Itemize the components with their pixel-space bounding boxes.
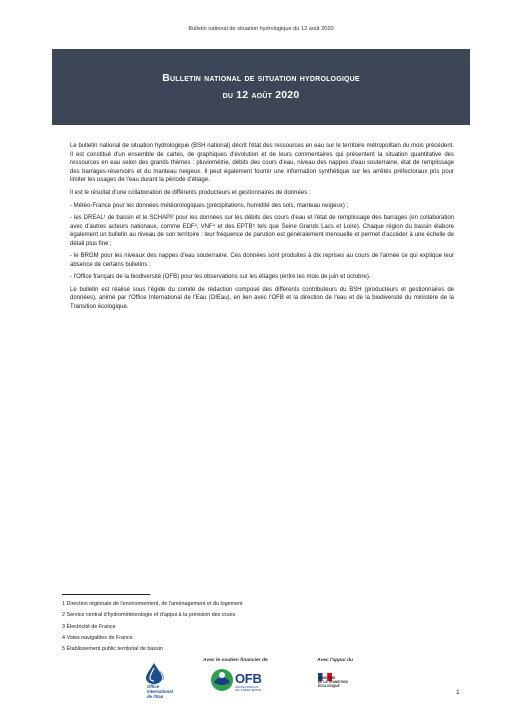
document-title: Bulletin national de situation hydrologique: [162, 72, 360, 84]
footnote-3: 3 Électricité de France: [62, 623, 116, 630]
ministere-logo: [318, 668, 358, 708]
footnote-5: 5 Établissement public territorial de bassin: [62, 646, 163, 653]
caption-appui: Avec l'appui du: [317, 658, 353, 663]
oieau-text-2: International: [147, 688, 173, 694]
ofb-wordmark: OFB: [235, 671, 262, 686]
oieau-drop-icon: [140, 661, 180, 685]
body-text: [70, 142, 454, 316]
footnotes: [62, 599, 362, 655]
running-head: Bulletin national de situation hydrologique du 12 août 2020: [188, 26, 334, 32]
ofb-emblem-icon: [210, 666, 234, 694]
footnote-2: 2 Service central d'hydrométéorologie et d'appui à la prévision des crues: [62, 612, 236, 619]
ministere-text-2: DE LA TRANSITION: [318, 679, 348, 684]
intro-paragraph: Le bulletin national de situation hydrologique (BSH national) décrit l'état des ressources en eau sur le territoire métropolitain du mois précédent. Il est constitué d'un ensemble de cartes, de graphiques d'évolution et de leurs commentaires qui présentent la situation quantitative des ressources en eau selon des grands thèmes : pluviométrie, débits des cours d'eau, niveau des nappes d'eau souterraine, état de remplissage des barrages-réservoirs et du manteau neigeux. Il peut également fournir une information synthétique sur les arrêtés préfectoraux pris pour limiter les usages de l'eau durant la période d'étiage.: [70, 143, 454, 183]
oieau-text-1: Office: [147, 684, 160, 689]
list-item-ofb: - l'Office français de la biodiversité (OFB) pour les observations sur les étiages (entre les mois de juin et octobre).: [70, 274, 371, 280]
ministere-text-3: ÉCOLOGIQUE: [318, 683, 340, 688]
list-item-meteo-france: - Météo-France pour les données météorologiques (précipitations, humidité des sols, manteau neigeux) ;: [70, 202, 349, 209]
footnote-4: 4 Voies navigables de France: [62, 634, 133, 641]
footnote-divider: [62, 594, 150, 595]
footnote-1: 1 Direction régionale de l'environnement, de l'aménagement et du logement: [62, 601, 243, 607]
collaboration-paragraph: Il est le résultat d'une collaboration de différents producteurs et gestionnaires de données :: [70, 190, 311, 196]
logo-row: [0, 658, 522, 714]
title-band: [52, 49, 470, 125]
ofb-sub-1: OFFICE FRANÇAIS: [235, 686, 259, 689]
list-item-brgm: - le BRGM pour les niveaux des nappes d'eau souterraine. Ces données sont produites à dix reprises au cours de l'année ce qui explique leur absence de certains bulletins ;: [70, 253, 454, 268]
ofb-sub-2: DE LA BIODIVERSITÉ: [235, 689, 262, 692]
ministere-text-1: MINISTÈRE: [318, 676, 336, 680]
oieau-text-3: de l'Eau: [147, 693, 164, 699]
list-item-dreal: - les DREAL¹ de bassin et le SCHAPI² pour les données sur les débits des cours d'eau et l'état de remplissage des barrages (en collaboration avec d'autres acteurs nationaux, comme EDF³, VNF⁴ et des EPTB⁵ tels que Seine Grands Lacs et Loire). Chaque région du bassin élabore également un bulletin au niveau de son territoire : leur fréquence de parution est généralement mensuelle et permet d'accéder à une échelle de détail plus fine ;: [70, 215, 454, 247]
oieau-logo: [140, 661, 180, 711]
editorial-paragraph: Le bulletin est réalisé sous l'égide du comité de rédaction composé des différents contributeurs du BSH (producteurs et gestionnaires de données), animé par l'Office International de l'Eau (OIEau), en lien avec l'OFB et la direction de l'eau et de la biodiversité du ministère de la Transition écologique.: [70, 286, 454, 310]
document-date: du 12 août 2020: [222, 89, 300, 101]
ofb-logo: [210, 666, 290, 706]
caption-support: Avec le soutien financier de: [203, 658, 268, 663]
page-number: 1: [456, 689, 460, 696]
